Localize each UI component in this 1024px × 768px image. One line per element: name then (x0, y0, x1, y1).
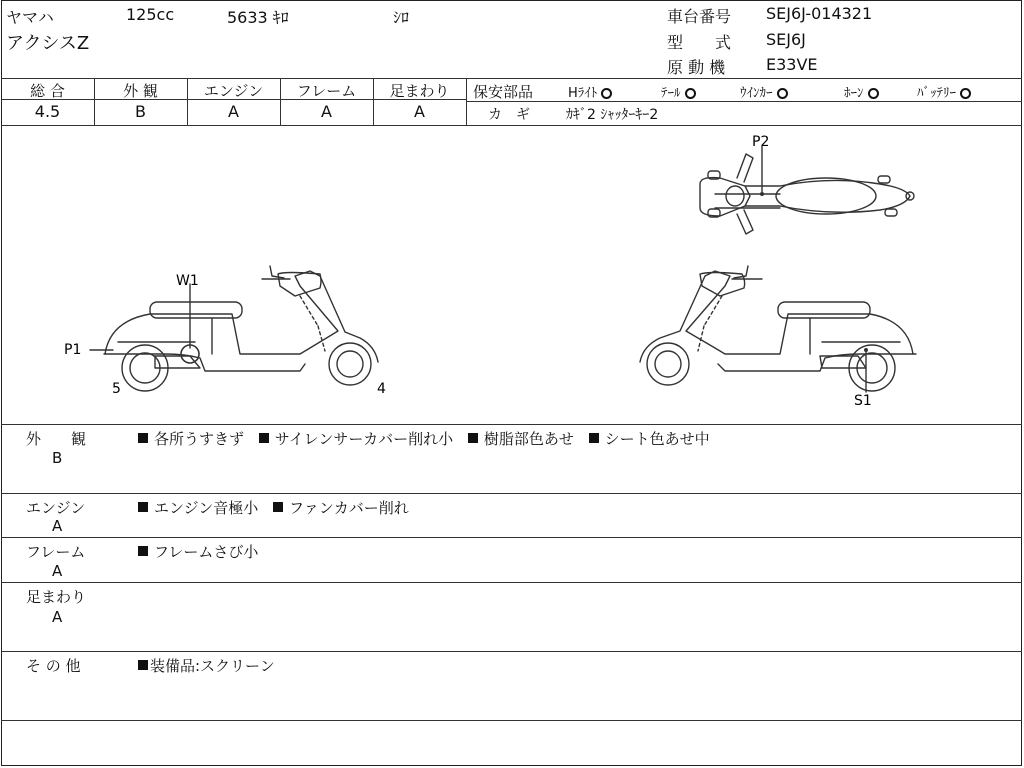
detail-exterior-label: 外 観 (26, 430, 87, 448)
bullet-square-icon (589, 433, 599, 443)
detail-exterior-grade: B (52, 449, 63, 467)
bullet-square-icon (138, 546, 148, 556)
ok-circle-icon (685, 88, 696, 99)
frame-no: SEJ6J-014321 (766, 4, 873, 23)
bullet-square-icon (138, 660, 148, 670)
rating-exterior-label: 外 観 (123, 82, 158, 100)
divider (1, 651, 1022, 652)
rating-suspension-label: 足まわり (389, 82, 450, 100)
engine-value: E33VE (766, 55, 818, 74)
divider (1, 424, 1022, 425)
key-label: カ ギ (488, 107, 530, 123)
label-p1: P1 (64, 342, 82, 358)
rating-total-value: 4.5 (34, 102, 61, 121)
divider (1, 78, 1022, 79)
rating-frame-value: A (321, 102, 332, 121)
safety-item-winker: ｳｲﾝｶｰ (740, 82, 788, 101)
detail-engine-label: エンジン (26, 499, 86, 517)
detail-suspension-label: 足まわり (26, 588, 87, 606)
rating-engine-value: A (228, 102, 239, 121)
bullet-square-icon (468, 433, 478, 443)
detail-frame-grade: A (52, 562, 63, 580)
rating-exterior-value: B (135, 102, 146, 121)
label-w1: W1 (176, 273, 199, 289)
safety-item-tail: ﾃｰﾙ (661, 82, 696, 101)
detail-frame-notes: フレームさび小 (138, 541, 258, 562)
label-p2: P2 (752, 134, 770, 150)
divider (1, 537, 1022, 538)
divider (1, 493, 1022, 494)
ok-circle-icon (777, 88, 788, 99)
detail-suspension-grade: A (52, 608, 63, 626)
ok-circle-icon (601, 88, 612, 99)
bullet-square-icon (138, 433, 148, 443)
type-label: 型 式 (667, 33, 732, 52)
rating-total-label: 総 合 (30, 82, 65, 100)
detail-other-notes: 装備品:スクリーン (138, 655, 275, 676)
label-5: 5 (112, 381, 121, 397)
divider (1, 582, 1022, 583)
safety-label: 保安部品 (473, 83, 534, 101)
frame-no-label: 車台番号 (667, 7, 732, 26)
divider (467, 101, 1022, 102)
rating-suspension-value: A (414, 102, 425, 121)
divider (466, 78, 467, 125)
displacement: 125cc (126, 5, 175, 24)
scooter-left-view (104, 266, 378, 391)
detail-frame-label: フレーム (26, 543, 86, 561)
type-value: SEJ6J (766, 30, 806, 49)
ok-circle-icon (868, 88, 879, 99)
mileage: 5633 ｷﾛ (227, 8, 289, 27)
rating-frame-label: フレーム (296, 82, 357, 100)
bullet-square-icon (273, 502, 283, 512)
detail-engine-notes: エンジン音極小 ファンカバー削れ (138, 497, 409, 518)
model-name: アクシスZ (6, 33, 90, 54)
divider (1, 720, 1022, 721)
safety-item-horn: ﾎｰﾝ (844, 82, 879, 101)
detail-engine-grade: A (52, 517, 63, 535)
scooter-top-view (700, 154, 914, 234)
detail-exterior-notes: 各所うすきず サイレンサーカバー削れ小 樹脂部色あせ シート色あせ中 (138, 428, 710, 449)
color: ｼﾛ (393, 8, 410, 27)
key-value: ｶｷﾞ2 ｼｬｯﾀｰｷｰ2 (566, 107, 659, 123)
label-s1: S1 (854, 393, 872, 409)
detail-other-label: そ の 他 (26, 657, 81, 675)
label-4: 4 (377, 381, 386, 397)
ok-circle-icon (960, 88, 971, 99)
engine-label: 原 動 機 (667, 58, 726, 77)
bullet-square-icon (259, 433, 269, 443)
safety-item-battery: ﾊﾞｯﾃﾘｰ (917, 82, 971, 101)
safety-item-headlight: Hﾗｲﾄ (568, 82, 612, 101)
bullet-square-icon (138, 502, 148, 512)
maker: ヤマハ (6, 8, 54, 27)
scooter-diagram (0, 126, 1024, 424)
scooter-right-view (640, 266, 916, 391)
rating-engine-label: エンジン (203, 82, 264, 100)
